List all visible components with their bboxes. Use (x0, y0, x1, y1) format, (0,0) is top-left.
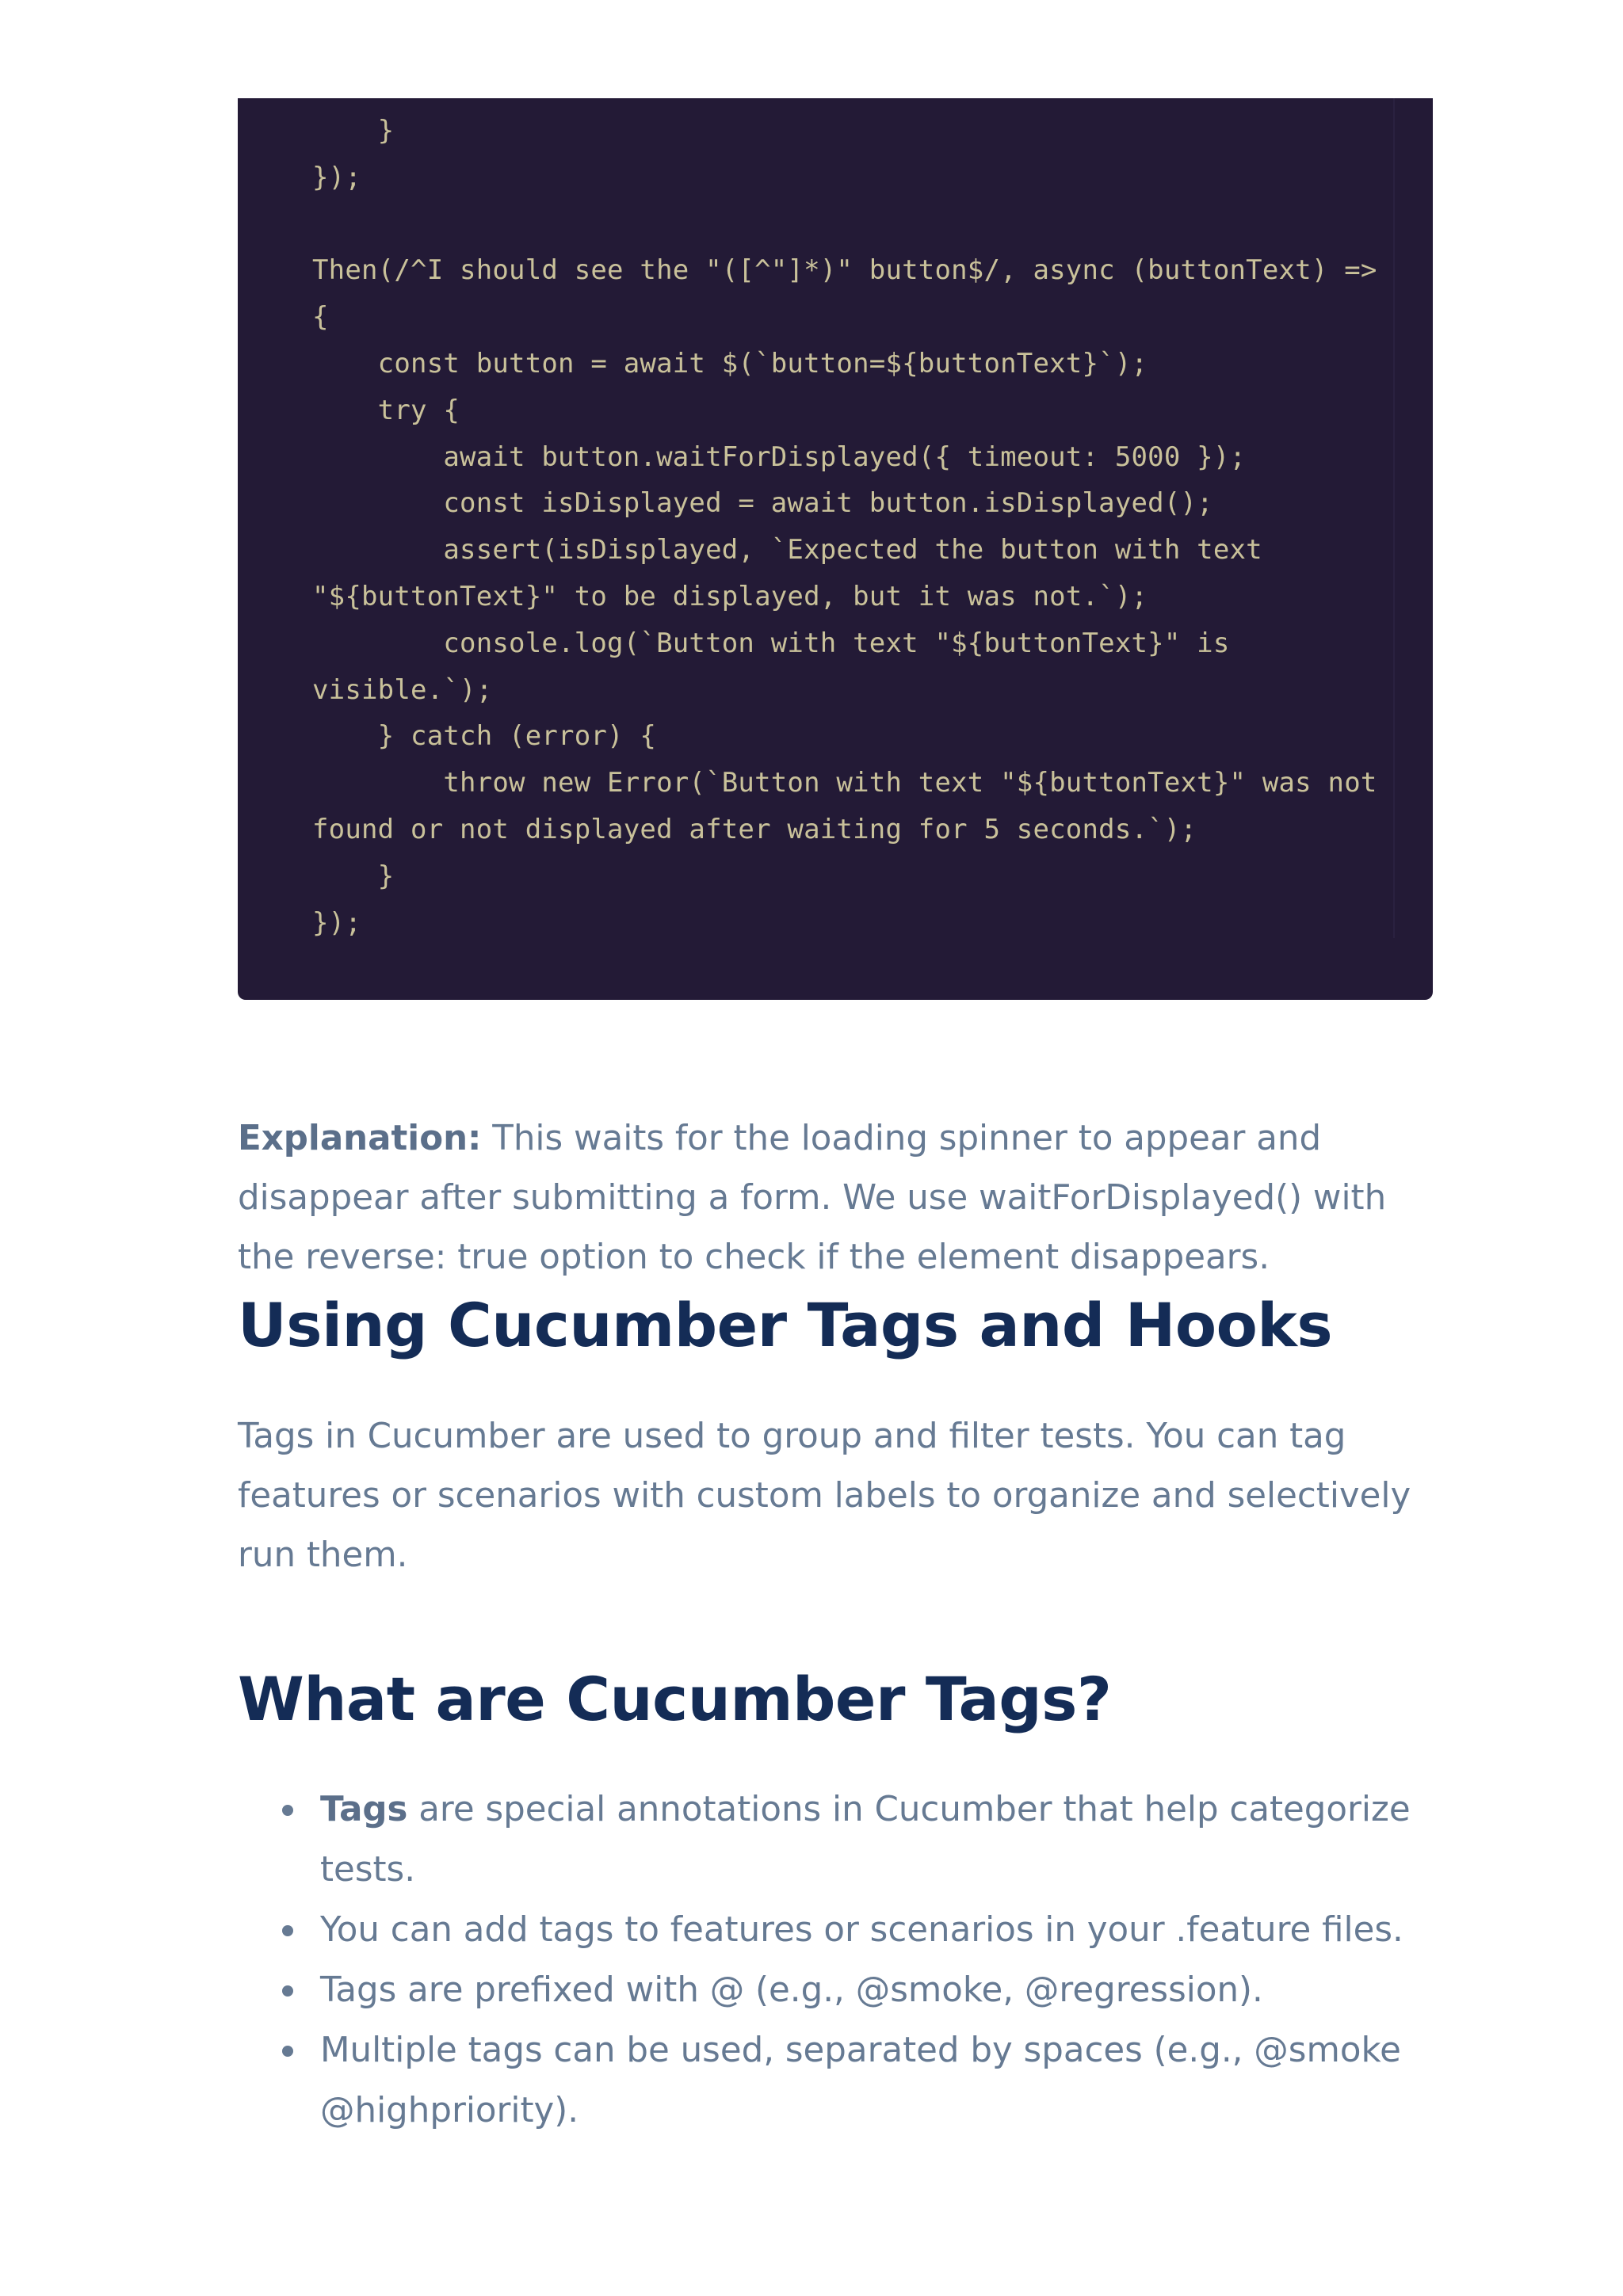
code-line: const isDisplayed = await button.isDisplayed(); (312, 487, 1213, 520)
bullet-dot-icon (282, 1925, 293, 1936)
tags-bullet-item (238, 1779, 1411, 1900)
what-are-tags-section (238, 1664, 1434, 1735)
code-line: throw new Error(`Button with text "${buttonText}" was not (312, 767, 1377, 799)
tags-bullet-list (238, 1779, 1411, 2141)
code-line: }); (312, 161, 362, 193)
bullet-dot-icon (282, 1985, 293, 1997)
explanation-paragraph (238, 1109, 1434, 1287)
tags-hooks-intro: Tags in Cucumber are used to group and filter tests. You can tag features or scenarios with custom labels to organize and selectively run them. (238, 1417, 1411, 1575)
code-line: const button = await $(`button=${buttonText}`); (312, 347, 1148, 379)
code-line: } catch (error) { (312, 720, 657, 753)
tags-bullet-item (238, 2020, 1411, 2141)
explanation-text: This waits for the loading spinner to appear and disappear after submitting a form. We use waitForDisplayed() with the reverse: true option to check if the element disappears. (238, 1119, 1387, 1277)
bullet-text: Multiple tags can be used, separated by spaces (e.g., @smoke @highpriority). (320, 2031, 1401, 2130)
bullet-bold-term: Tags (320, 1790, 408, 1829)
code-line: try { (312, 394, 460, 426)
code-line: } (312, 860, 395, 892)
tags-hooks-section (238, 1290, 1434, 1361)
explanation-label: Explanation: (238, 1119, 482, 1158)
code-line: }); (312, 906, 362, 939)
bullet-text: Tags are prefixed with @ (e.g., @smoke, @regression). (320, 1970, 1263, 2010)
code-line: } (312, 115, 395, 147)
code-line: "${buttonText}" to be displayed, but it was not.`); (312, 580, 1148, 612)
code-line: Then(/^I should see the "([^"]*)" button$/, async (buttonText) => (312, 254, 1377, 287)
tags-hooks-intro-container (238, 1407, 1434, 1585)
code-line: assert(isDisplayed, `Expected the button with text (312, 534, 1262, 566)
code-line: console.log(`Button with text "${buttonText}" is (312, 627, 1230, 659)
code-line: { (312, 301, 329, 334)
code-line: await button.waitForDisplayed({ timeout: 5000 }); (312, 441, 1247, 473)
code-line: found or not displayed after waiting for 5 seconds.`); (312, 813, 1197, 845)
code-line (312, 201, 1433, 248)
tags-hooks-heading: Using Cucumber Tags and Hooks (238, 1290, 1333, 1360)
bullet-text: You can add tags to features or scenarios in your .feature files. (320, 1910, 1403, 1950)
what-are-tags-heading: What are Cucumber Tags? (238, 1664, 1112, 1734)
tags-bullet-item (238, 1960, 1411, 2020)
bullet-text: are special annotations in Cucumber that help categorize tests. (320, 1790, 1411, 1890)
code-line: visible.`); (312, 673, 493, 706)
tags-bullets-container (238, 1779, 1411, 2141)
tags-bullet-item (238, 1900, 1411, 1960)
explanation-section (238, 1109, 1434, 1287)
code-lines (312, 108, 1433, 946)
bullet-dot-icon (282, 2046, 293, 2057)
bullet-dot-icon (282, 1805, 293, 1816)
code-block (238, 98, 1433, 1000)
